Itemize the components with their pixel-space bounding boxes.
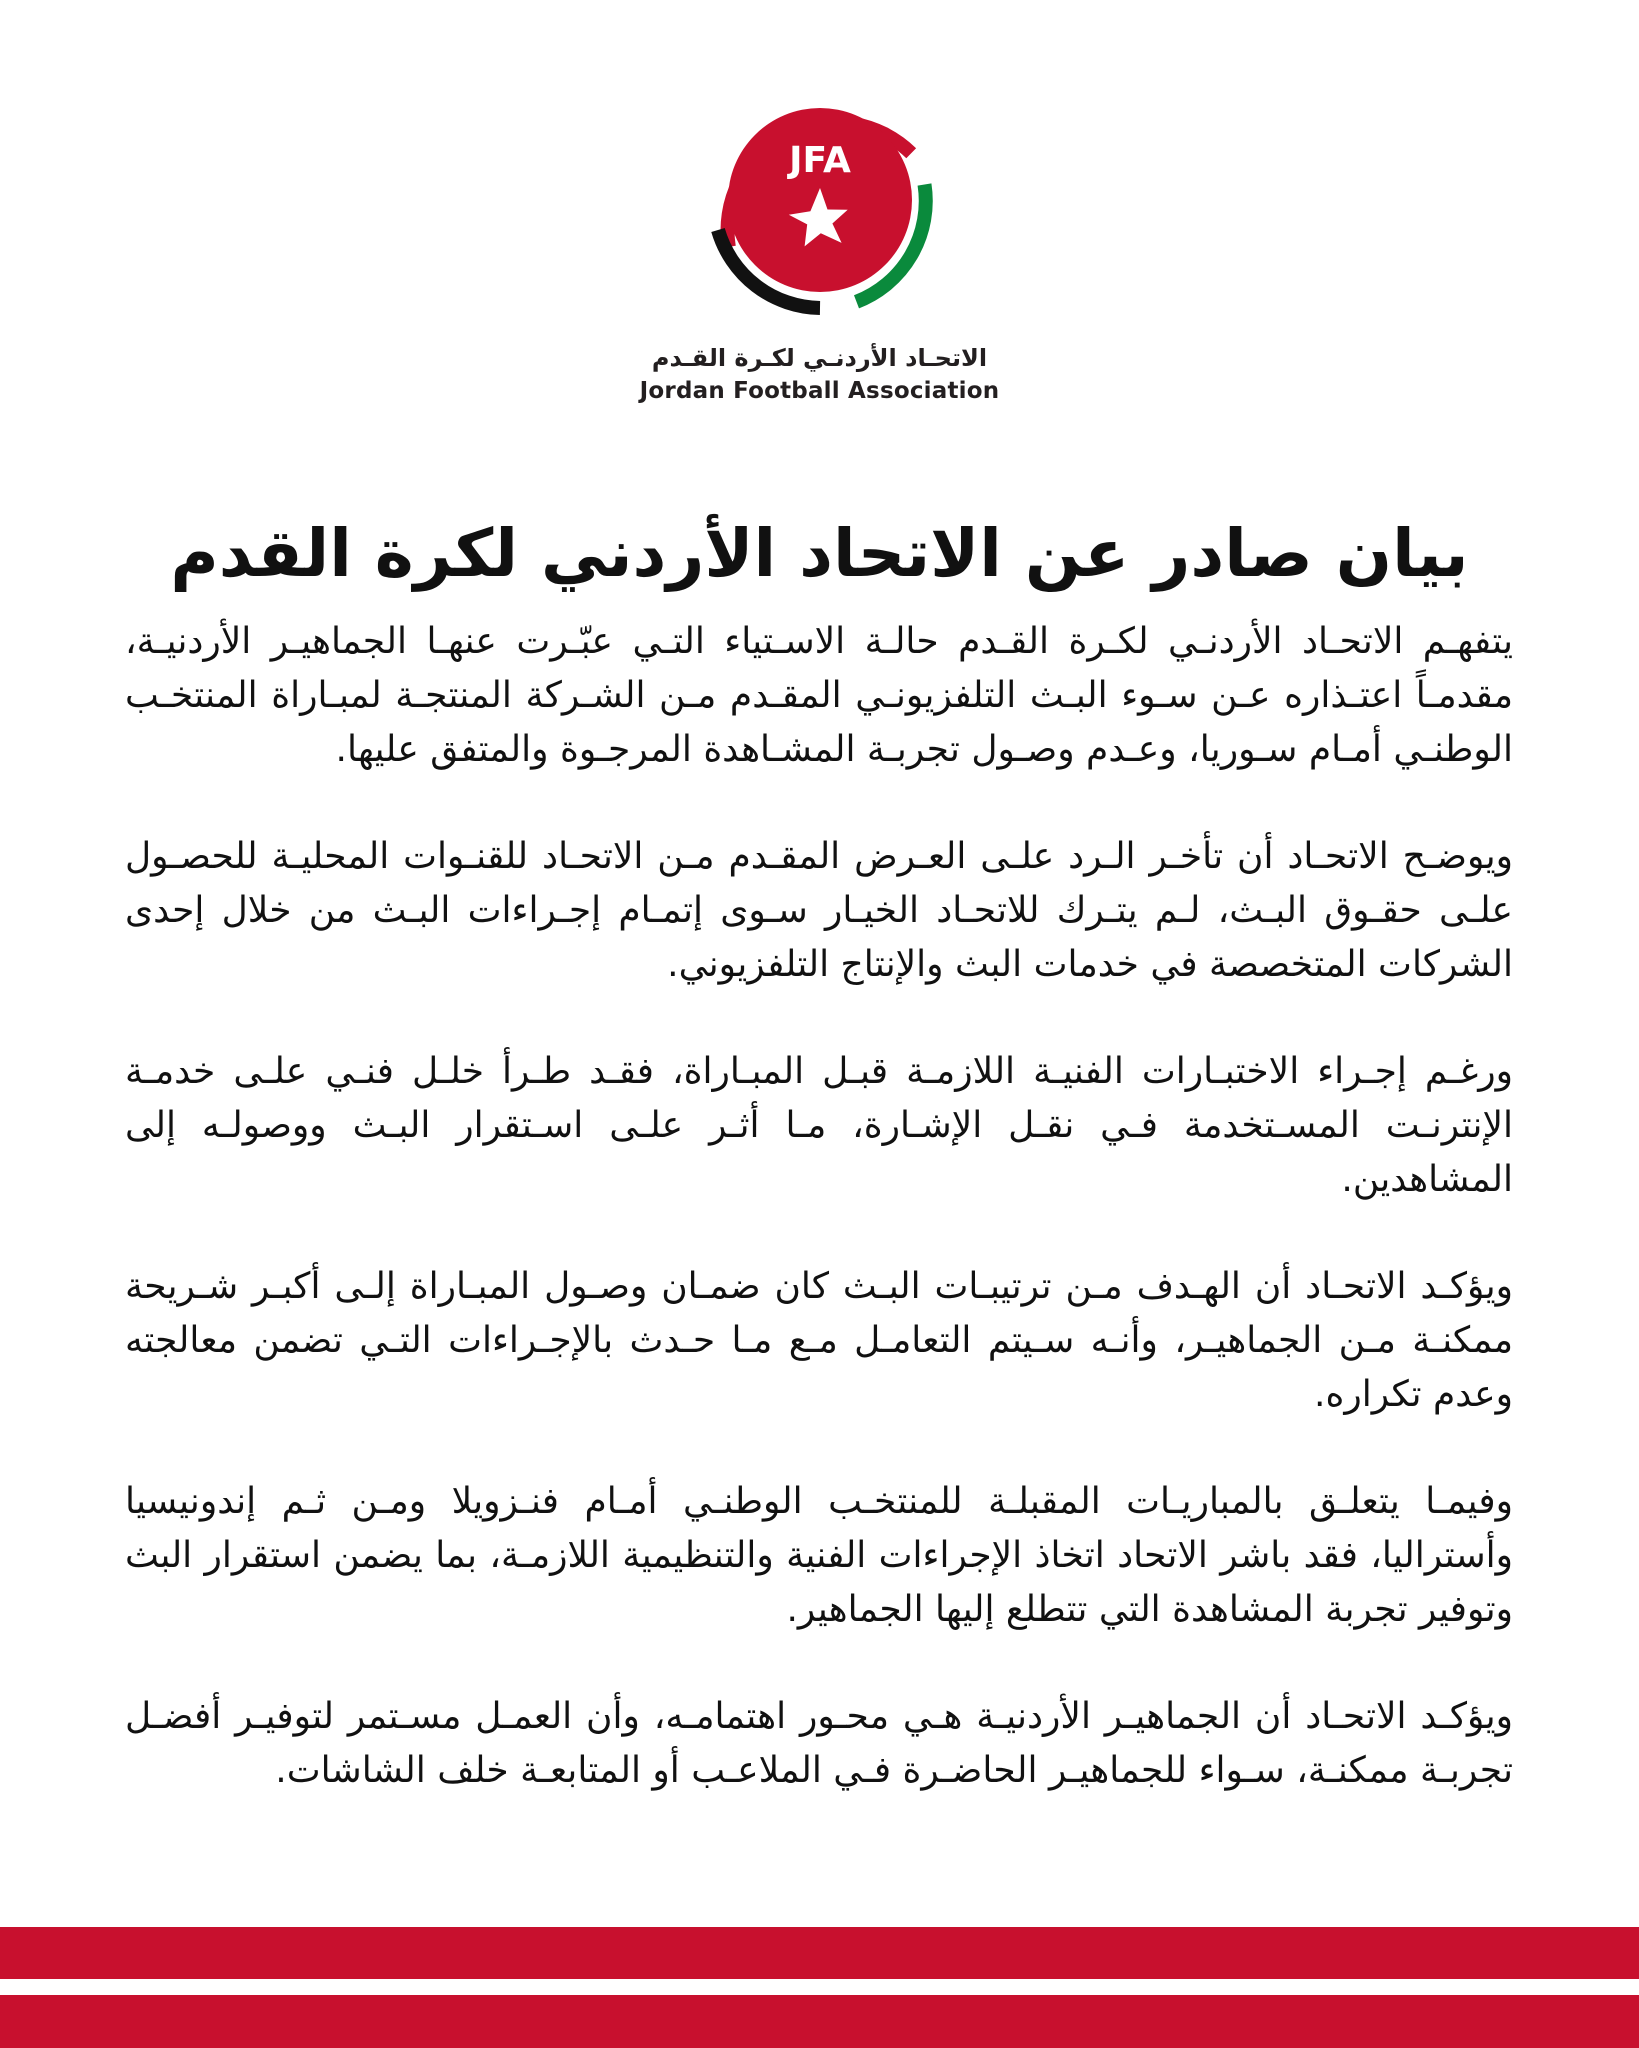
footer-band-top (0, 1927, 1639, 1979)
organization-name-english: Jordan Football Association (639, 378, 1000, 404)
logo-text: JFA (788, 140, 851, 181)
jfa-logo-graphic (690, 70, 950, 330)
statement-paragraph: يتفهـم الاتحـاد الأردنـي لكـرة القـدم حالـة الاسـتياء التـي عبّـرت عنهـا الجماهيـر الأردنيـة، مقدمـاً اعتـذاره عـن سـوء البـث التلفزيونـي المقـدم مـن الشـركة المنتجـة لمبـاراة المنتخـب الوطنـي أمـام سـوريا، وعـدم وصـول تجربـة المشـاهدة المرجـوة والمتفق عليها. (125, 621, 1513, 770)
statement-paragraph: ويؤكـد الاتحـاد أن الجماهيـر الأردنيـة هـي محـور اهتمامـه، وأن العمـل مسـتمر لتوفيـر أفضـل تجربـة ممكنـة، سـواء للجماهيـر الحاضـرة فـي الملاعـب أو المتابعـة خلف الشاشات. (125, 1696, 1513, 1791)
statement-paragraph: ورغـم إجـراء الاختبـارات الفنيـة اللازمـة قبـل المبـاراة، فقـد طـرأ خلـل فنـي علـى خدمـة الإنترنـت المسـتخدمة فـي نقـل الإشـارة، مـا أثـر علـى اسـتقرار البـث ووصولـه إلى المشاهدين. (125, 1051, 1513, 1200)
jfa-logo (0, 70, 1639, 330)
footer-band-bottom (0, 1995, 1639, 2048)
statement-paragraph: وفيمـا يتعلـق بالمباريـات المقبلـة للمنتخـب الوطنـي أمـام فنـزويلا ومـن ثـم إندونيسيا وأستراليا، فقد باشر الاتحاد اتخاذ الإجراءات الفنية والتنظيمية اللازمـة، بما يضمن استقرار البث وتوفير تجربة المشاهدة التي تتطلع إليها الجماهير. (125, 1481, 1513, 1630)
statement-paragraph: ويؤكـد الاتحـاد أن الهـدف مـن ترتيبـات البـث كان ضمـان وصـول المبـاراة إلـى أكبـر شـريحة ممكنـة مـن الجماهيـر، وأنـه سـيتم التعامـل مـع مـا حـدث بالإجـراءات التـي تضمن معالجته وعدم تكراره. (125, 1266, 1513, 1415)
statement-title: بيان صادر عن الاتحاد الأردني لكرة القدم (170, 515, 1469, 593)
statement-body (125, 615, 1513, 1851)
statement-paragraph: ويوضـح الاتحـاد أن تأخـر الـرد علـى العـرض المقـدم مـن الاتحـاد للقنـوات المحليـة للحصـول علـى حقـوق البـث، لـم يتـرك للاتحـاد الخيـار سـوى إتمـام إجـراءات البـث من خلال إحدى الشركات المتخصصة في خدمات البث والإنتاج التلفزيوني. (125, 836, 1513, 985)
organization-name-arabic: الاتحـاد الأردنـي لكـرة القـدم (651, 344, 988, 372)
